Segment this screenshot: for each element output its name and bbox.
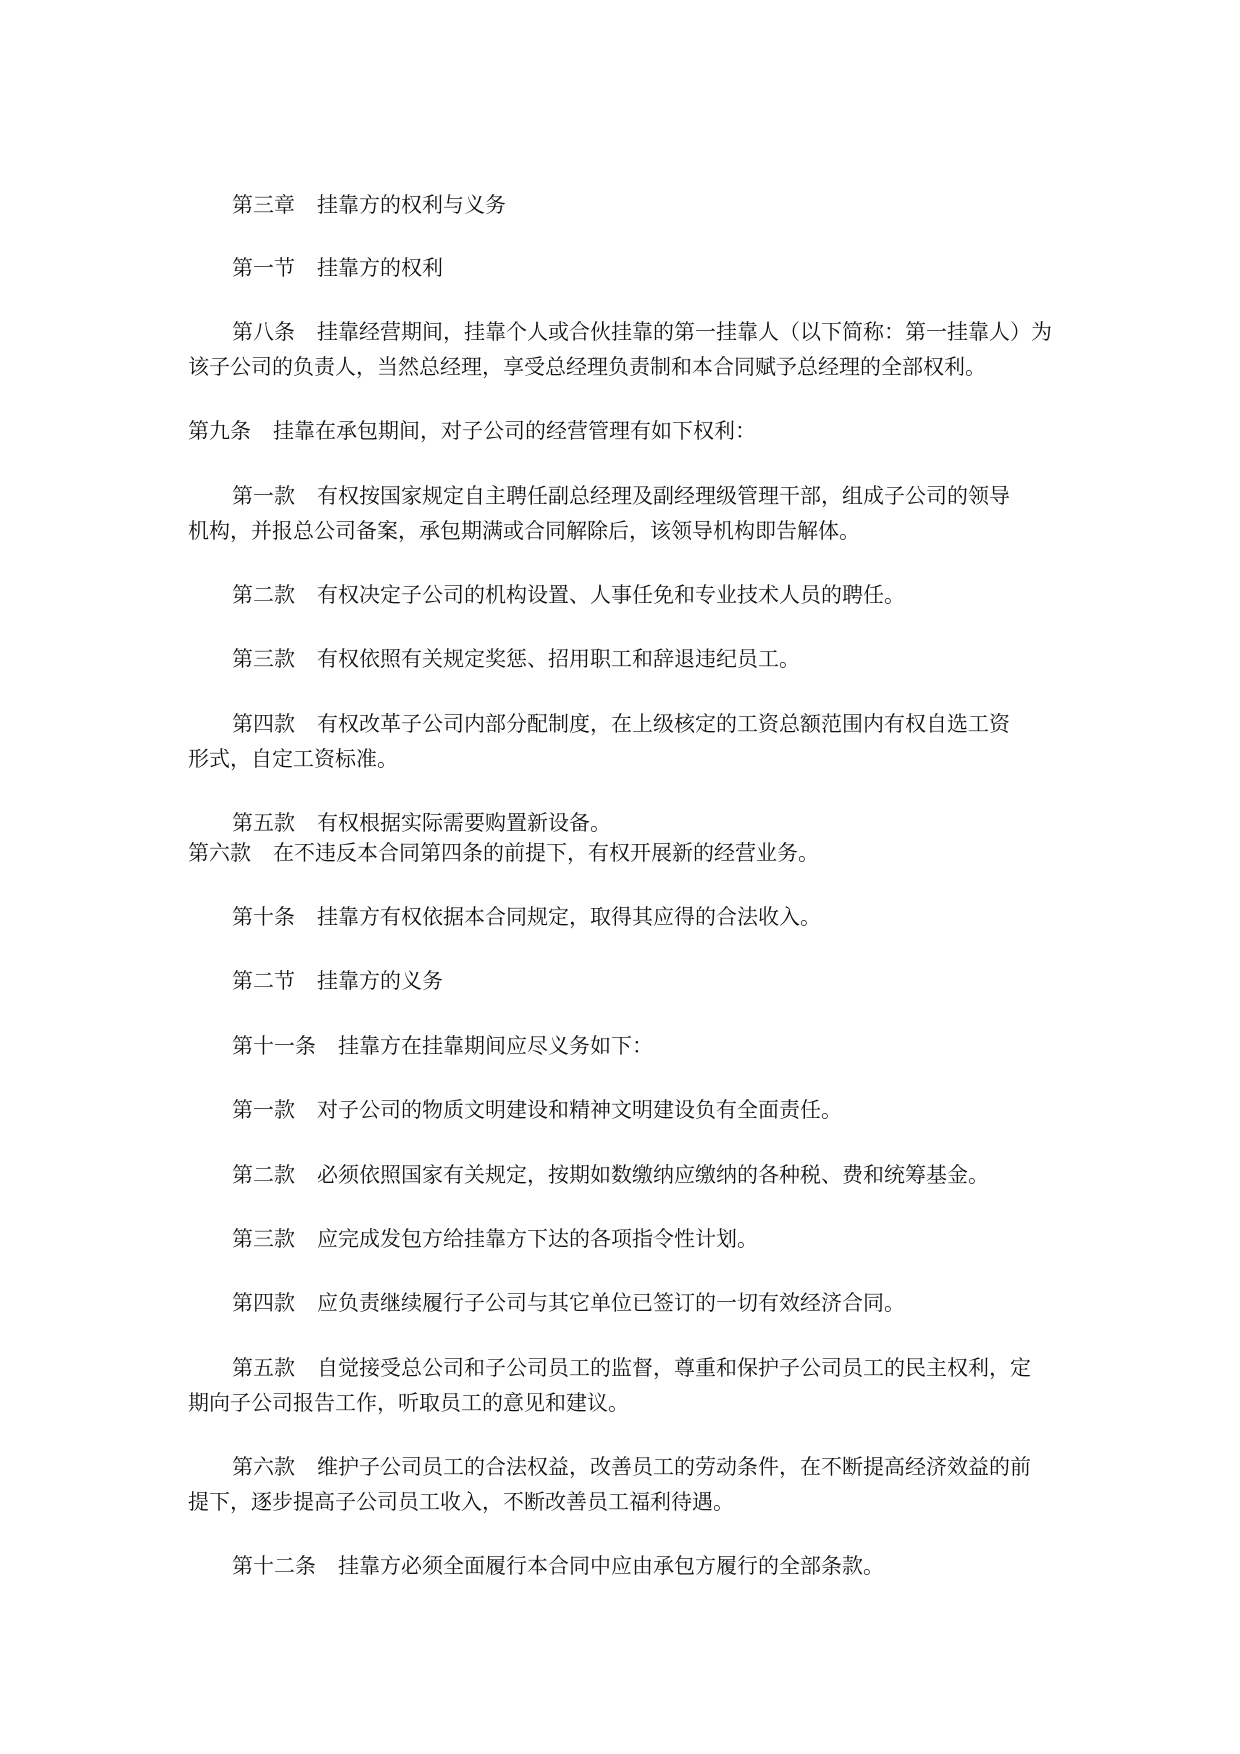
line-label: 第一款 bbox=[232, 1098, 295, 1122]
line-label: 第二节 bbox=[232, 969, 295, 993]
article-line bbox=[232, 319, 1052, 345]
line-label: 第八条 bbox=[232, 320, 295, 344]
line-text: 有权根据实际需要购置新设备。 bbox=[317, 811, 611, 835]
line-text: 对子公司的物质文明建设和精神文明建设负有全面责任。 bbox=[317, 1098, 842, 1122]
line-text: 挂靠方必须全面履行本合同中应由承包方履行的全部条款。 bbox=[338, 1554, 884, 1578]
continuation-line bbox=[188, 518, 860, 544]
line-label: 第六款 bbox=[232, 1455, 295, 1479]
section-heading bbox=[232, 968, 443, 994]
line-text: 在不违反本合同第四条的前提下，有权开展新的经营业务。 bbox=[273, 841, 819, 865]
article-line bbox=[232, 1033, 653, 1059]
article-line bbox=[232, 1553, 884, 1579]
line-text: 挂靠方在挂靠期间应尽义务如下： bbox=[338, 1034, 653, 1058]
line-text: 自觉接受总公司和子公司员工的监督，尊重和保护子公司员工的民主权利，定 bbox=[317, 1356, 1031, 1380]
article-line bbox=[232, 904, 821, 930]
clause-line bbox=[188, 840, 819, 866]
line-text: 挂靠方的权利 bbox=[317, 256, 443, 280]
line-text: 必须依照国家有关规定，按期如数缴纳应缴纳的各种税、费和统筹基金。 bbox=[317, 1163, 989, 1187]
line-text: 形式，自定工资标准。 bbox=[188, 747, 398, 771]
line-label: 第五款 bbox=[232, 811, 295, 835]
clause-line bbox=[232, 810, 611, 836]
line-label: 第十一条 bbox=[232, 1034, 316, 1058]
clause-line bbox=[232, 582, 905, 608]
clause-line bbox=[232, 1226, 758, 1252]
line-label: 第一节 bbox=[232, 256, 295, 280]
line-text: 挂靠在承包期间，对子公司的经营管理有如下权利： bbox=[273, 419, 756, 443]
line-text: 挂靠方的权利与义务 bbox=[317, 193, 506, 217]
line-text: 应完成发包方给挂靠方下达的各项指令性计划。 bbox=[317, 1227, 758, 1251]
line-label: 第一款 bbox=[232, 484, 295, 508]
clause-line bbox=[232, 1097, 842, 1123]
continuation-line bbox=[188, 1390, 629, 1416]
clause-line bbox=[232, 483, 1010, 509]
clause-line bbox=[232, 711, 1010, 737]
line-text: 有权依照有关规定奖惩、招用职工和辞退违纪员工。 bbox=[317, 647, 800, 671]
clause-line bbox=[232, 1162, 989, 1188]
line-label: 第三款 bbox=[232, 1227, 295, 1251]
clause-line bbox=[232, 646, 800, 672]
continuation-line bbox=[188, 746, 398, 772]
line-text: 期向子公司报告工作，听取员工的意见和建议。 bbox=[188, 1391, 629, 1415]
continuation-line bbox=[188, 1489, 734, 1515]
line-label: 第三章 bbox=[232, 193, 295, 217]
line-text: 有权决定子公司的机构设置、人事任免和专业技术人员的聘任。 bbox=[317, 583, 905, 607]
line-label: 第十二条 bbox=[232, 1554, 316, 1578]
line-text: 挂靠经营期间，挂靠个人或合伙挂靠的第一挂靠人（以下简称：第一挂靠人）为 bbox=[317, 320, 1052, 344]
line-text: 维护子公司员工的合法权益，改善员工的劳动条件，在不断提高经济效益的前 bbox=[317, 1455, 1031, 1479]
line-text: 有权改革子公司内部分配制度，在上级核定的工资总额范围内有权自选工资 bbox=[317, 712, 1010, 736]
line-label: 第十条 bbox=[232, 905, 295, 929]
clause-line bbox=[232, 1355, 1031, 1381]
section-heading bbox=[232, 255, 443, 281]
line-label: 第五款 bbox=[232, 1356, 295, 1380]
line-label: 第六款 bbox=[188, 841, 251, 865]
line-text: 机构，并报总公司备案，承包期满或合同解除后，该领导机构即告解体。 bbox=[188, 519, 860, 543]
line-text: 提下，逐步提高子公司员工收入，不断改善员工福利待遇。 bbox=[188, 1490, 734, 1514]
line-text: 挂靠方的义务 bbox=[317, 969, 443, 993]
clause-line bbox=[232, 1290, 905, 1316]
line-label: 第九条 bbox=[188, 419, 251, 443]
line-text: 挂靠方有权依据本合同规定，取得其应得的合法收入。 bbox=[317, 905, 821, 929]
line-text: 应负责继续履行子公司与其它单位已签订的一切有效经济合同。 bbox=[317, 1291, 905, 1315]
line-label: 第二款 bbox=[232, 583, 295, 607]
chapter-heading bbox=[232, 192, 506, 218]
line-text: 该子公司的负责人，当然总经理，享受总经理负责制和本合同赋予总经理的全部权利。 bbox=[188, 355, 986, 379]
line-text: 有权按国家规定自主聘任副总经理及副经理级管理干部，组成子公司的领导 bbox=[317, 484, 1010, 508]
line-label: 第四款 bbox=[232, 1291, 295, 1315]
line-label: 第二款 bbox=[232, 1163, 295, 1187]
article-line bbox=[188, 418, 756, 444]
line-label: 第三款 bbox=[232, 647, 295, 671]
continuation-line bbox=[188, 354, 986, 380]
clause-line bbox=[232, 1454, 1031, 1480]
line-label: 第四款 bbox=[232, 712, 295, 736]
